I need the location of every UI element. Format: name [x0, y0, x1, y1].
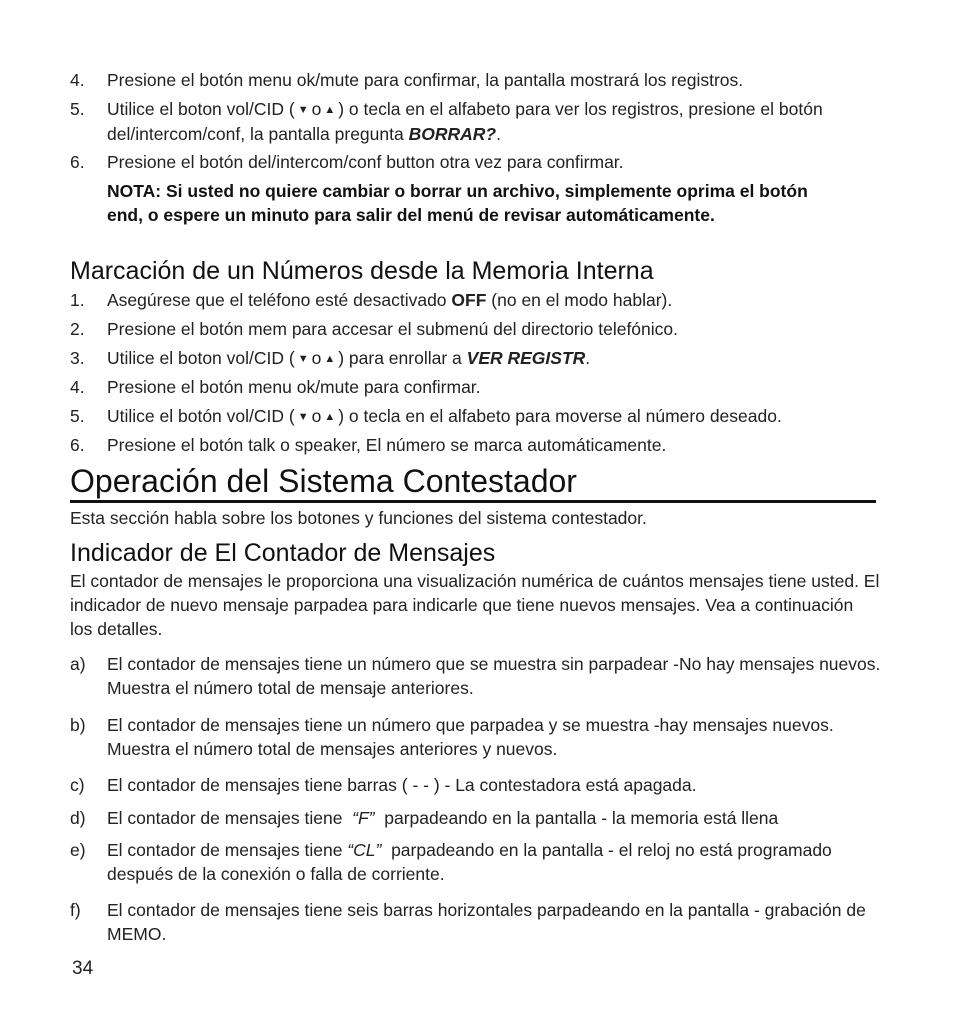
- list-text: El contador de mensajes tiene un número que parpadea y se muestra -hay mensajes nuevos. Muestra el número total de mensajes anteriores y nuevos.: [107, 715, 834, 759]
- list-text: Utilice el boton vol/CID ( ▼ o ▲ ) para enrollar a VER REGISTR.: [107, 346, 887, 371]
- section-intro: Esta sección habla sobre los botones y funciones del sistema contestador.: [70, 508, 647, 528]
- list-number: 6.: [70, 435, 85, 455]
- list-number: 5.: [70, 406, 85, 426]
- list-number: 1.: [70, 290, 85, 310]
- list-label: a): [70, 654, 86, 674]
- list-text: El contador de mensajes tiene barras ( - - ) - La contestadora está apagada.: [107, 775, 697, 795]
- page-number: 34: [72, 958, 94, 979]
- up-arrow-icon: ▲: [324, 353, 336, 365]
- down-arrow-icon: ▼: [297, 411, 309, 423]
- page-title: Operación del Sistema Contestador: [70, 462, 876, 503]
- list-text: Asegúrese que el teléfono esté desactivado OFF (no en el modo hablar).: [107, 290, 673, 310]
- list-label: b): [70, 715, 86, 735]
- list-number: 6.: [70, 152, 85, 172]
- section-heading: Marcación de un Números desde la Memoria Interna: [70, 257, 654, 285]
- list-label: c): [70, 775, 85, 795]
- list-text: Utilice el boton vol/CID ( ▼ o ▲ ) o tecla en el alfabeto para ver los registros, presione el botón del/intercom/conf, la pantalla pregunta BORRAR?.: [107, 99, 823, 144]
- list-text: Presione el botón talk o speaker, El número se marca automáticamente.: [107, 435, 667, 455]
- list-number: 5.: [70, 99, 85, 119]
- list-text: Presione el botón del/intercom/conf button otra vez para confirmar.: [107, 152, 624, 172]
- list-text: Utilice el botón vol/CID ( ▼ o ▲ ) o tecla en el alfabeto para moverse al número deseado.: [107, 404, 887, 429]
- list-number: 2.: [70, 319, 85, 339]
- list-number: 4.: [70, 377, 85, 397]
- up-arrow-icon: ▲: [324, 411, 336, 423]
- down-arrow-icon: ▼: [297, 353, 309, 365]
- list-text: El contador de mensajes tiene “CL” parpadeando en la pantalla - el reloj no está programado después de la conexión o falla de corriente.: [107, 840, 832, 884]
- list-label: e): [70, 840, 86, 860]
- list-label: d): [70, 808, 86, 828]
- list-text: Presione el botón menu ok/mute para confirmar.: [107, 377, 481, 397]
- note-text: NOTA: Si usted no quiere cambiar o borrar un archivo, simplemente oprima el botón end, o espere un minuto para salir del menú de revisar automáticamente.: [107, 181, 808, 225]
- section-heading: Indicador de El Contador de Mensajes: [70, 539, 496, 567]
- list-number: 4.: [70, 70, 85, 90]
- list-text: Presione el botón mem para accesar el submenú del directorio telefónico.: [107, 319, 679, 339]
- up-arrow-icon: ▲: [324, 104, 336, 116]
- list-text: El contador de mensajes tiene seis barras horizontales parpadeando en la pantalla - grabación de MEMO.: [107, 900, 866, 944]
- list-text: El contador de mensajes tiene “F” parpadeando en la pantalla - la memoria está llena: [107, 808, 779, 828]
- section-intro: El contador de mensajes le proporciona una visualización numérica de cuántos mensajes tiene usted. El indicador de nuevo mensaje parpadea para indicarle que tiene nuevos mensajes. Vea a continuación los detalles.: [70, 571, 880, 639]
- list-text: Presione el botón menu ok/mute para confirmar, la pantalla mostrará los registros.: [107, 70, 744, 90]
- list-label: f): [70, 900, 81, 920]
- down-arrow-icon: ▼: [297, 104, 309, 116]
- list-number: 3.: [70, 348, 85, 368]
- list-text: El contador de mensajes tiene un número que se muestra sin parpadear -No hay mensajes nuevos. Muestra el número total de mensaje anteriores.: [107, 654, 881, 698]
